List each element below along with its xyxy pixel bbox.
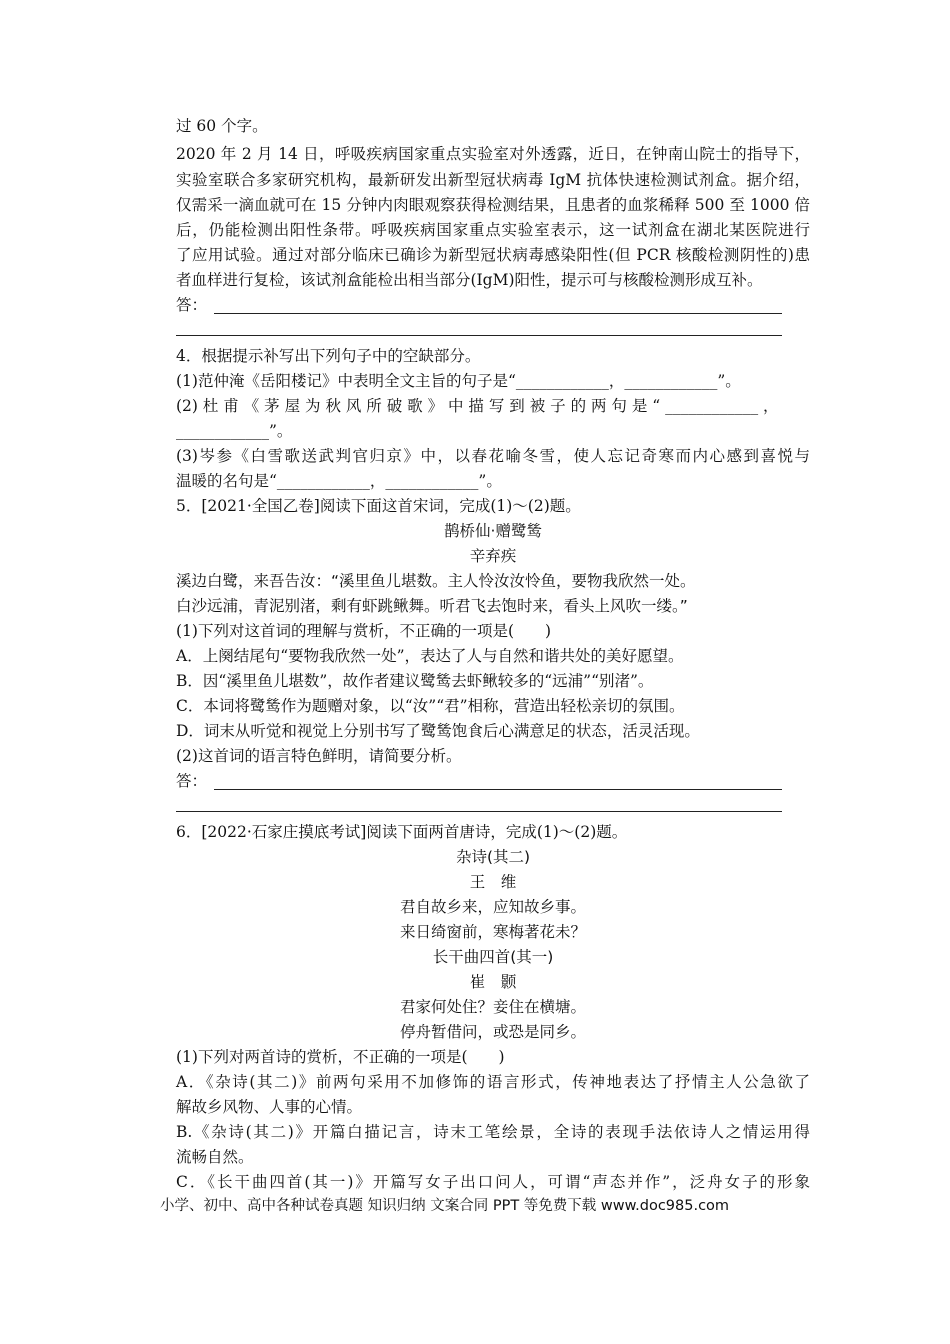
q5-option-a: A．上阕结尾句“要物我欣然一处”，表达了人与自然和谐共处的美好愿望。 [176, 647, 684, 665]
q4-part3b: 温暖的名句是“____________，____________”。 [176, 472, 502, 490]
q5-verse2: 白沙远浦，青泥别渚，剩有虾跳鳅舞。听君飞去饱时来，看头上风吹一缕。” [176, 597, 688, 615]
q6-poem2-line2: 停舟暂借问，或恐是同乡。 [399, 1023, 586, 1041]
page-footer: 小学、初中、高中各种试卷真题 知识归纳 文案合同 PPT 等免费下载 www.doc985.com [160, 1198, 730, 1214]
q5-verse1: 溪边白鹭，来吾告汝：“溪里鱼儿堪数。主人怜汝汝怜鱼，要物我欣然一处。 [176, 572, 696, 590]
answer-label-1: 答： [176, 296, 208, 314]
q6-poem2-title: 长干曲四首(其一) [432, 948, 554, 966]
answer-line-1b[interactable] [176, 335, 782, 336]
answer-line-2b[interactable] [176, 811, 782, 812]
answer-line-1a[interactable] [214, 313, 782, 314]
q6-poet1: 王 维 [469, 873, 517, 891]
q4-part2b: ____________”。 [176, 422, 293, 440]
q5-option-d: D．词末从听觉和视觉上分别书写了鹭鸶饱食后心满意足的状态，活灵活现。 [176, 722, 700, 740]
q5-question2: (2)这首词的语言特色鲜明，请简要分析。 [176, 747, 462, 765]
q4-part3a: (3)岑参《白雪歌送武判官归京》中，以春花喻冬雪，使人忘记奇寒而内心感到喜悦与 [176, 447, 810, 465]
q4-title: 4．根据提示补写出下列句子中的空缺部分。 [176, 347, 481, 365]
q6-option-a-1: A．《杂诗(其二)》前两句采用不加修饰的语言形式，传神地表达了抒情主人公急欲了 [176, 1073, 810, 1091]
q4-part1: (1)范仲淹《岳阳楼记》中表明全文主旨的句子是“____________，____________”。 [176, 372, 741, 390]
q6-option-a-2: 解故乡风物、人事的心情。 [176, 1098, 363, 1116]
q6-poem2-line1: 君家何处住？妾住在横塘。 [399, 998, 586, 1016]
q6-poem1-title: 杂诗(其二) [455, 848, 531, 866]
text-line-0: 过 60 个字。 [176, 117, 268, 135]
answer-line-2a[interactable] [214, 789, 782, 790]
q5-option-c: C．本词将鹭鸶作为题赠对象，以“汝”“君”相称，营造出轻松亲切的氛围。 [176, 697, 685, 715]
q6-poem1-line1: 君自故乡来，应知故乡事。 [399, 898, 586, 916]
text-line-4: 后，仍能检测出阳性条带。呼吸疾病国家重点实验室表示，这一试剂盒在湖北某医院进行 [176, 221, 810, 239]
text-line-2: 实验室联合多家研究机构，最新研发出新型冠状病毒 IgM 抗体快速检测试剂盒。据介绍， [176, 171, 810, 189]
q5-option-b: B．因“溪里鱼儿堪数”，故作者建议鹭鸶去虾鳅较多的“远浦”“别渚”。 [176, 672, 654, 690]
q4-part2a: (2) 杜 甫 《 茅 屋 为 秋 风 所 破 歌 》 中 描 写 到 被 子 的 两 句 是 “ ____________ ， [176, 397, 779, 415]
text-line-3: 仅需采一滴血就可在 15 分钟内肉眼观察获得检测结果，且患者的血浆稀释 500 至 1000 倍 [176, 196, 810, 214]
q5-poem-title: 鹊桥仙·赠鹭鸶 [444, 522, 542, 540]
q6-option-c-1: C．《长干曲四首(其一)》开篇写女子出口问人，可谓“声态并作”，泛舟女子的形象 [176, 1173, 810, 1191]
q5-question1: (1)下列对这首词的理解与赏析，不正确的一项是( ) [176, 622, 552, 640]
q5-title: 5．[2021·全国乙卷]阅读下面这首宋词，完成(1)～(2)题。 [176, 497, 581, 515]
q5-poet: 辛弃疾 [469, 547, 517, 565]
q6-poem1-line2: 来日绮窗前，寒梅著花未？ [399, 923, 586, 941]
q6-poet2: 崔 颢 [469, 973, 517, 991]
text-line-6: 者血样进行复检，该试剂盒能检出相当部分(IgM)阳性，提示可与核酸检测形成互补。 [176, 271, 763, 289]
answer-label-2: 答： [176, 772, 208, 790]
q6-option-b-1: B.《杂诗(其二)》开篇白描记言，诗末工笔绘景，全诗的表现手法依诗人之情运用得 [176, 1123, 810, 1141]
text-line-1 [176, 144, 810, 164]
text-line-1-content: 2020 年 2 月 14 日，呼吸疾病国家重点实验室对外透露，近日，在钟南山院士的指导下， [176, 145, 810, 163]
q6-option-b-2: 流畅自然。 [176, 1148, 254, 1166]
q6-title: 6．[2022·石家庄摸底考试]阅读下面两首唐诗，完成(1)～(2)题。 [176, 823, 628, 841]
text-line-5: 了应用试验。通过对部分临床已确诊为新型冠状病毒感染阳性(但 PCR 核酸检测阴性的)患 [176, 246, 810, 264]
q6-question1: (1)下列对两首诗的赏析，不正确的一项是( ) [176, 1048, 505, 1066]
